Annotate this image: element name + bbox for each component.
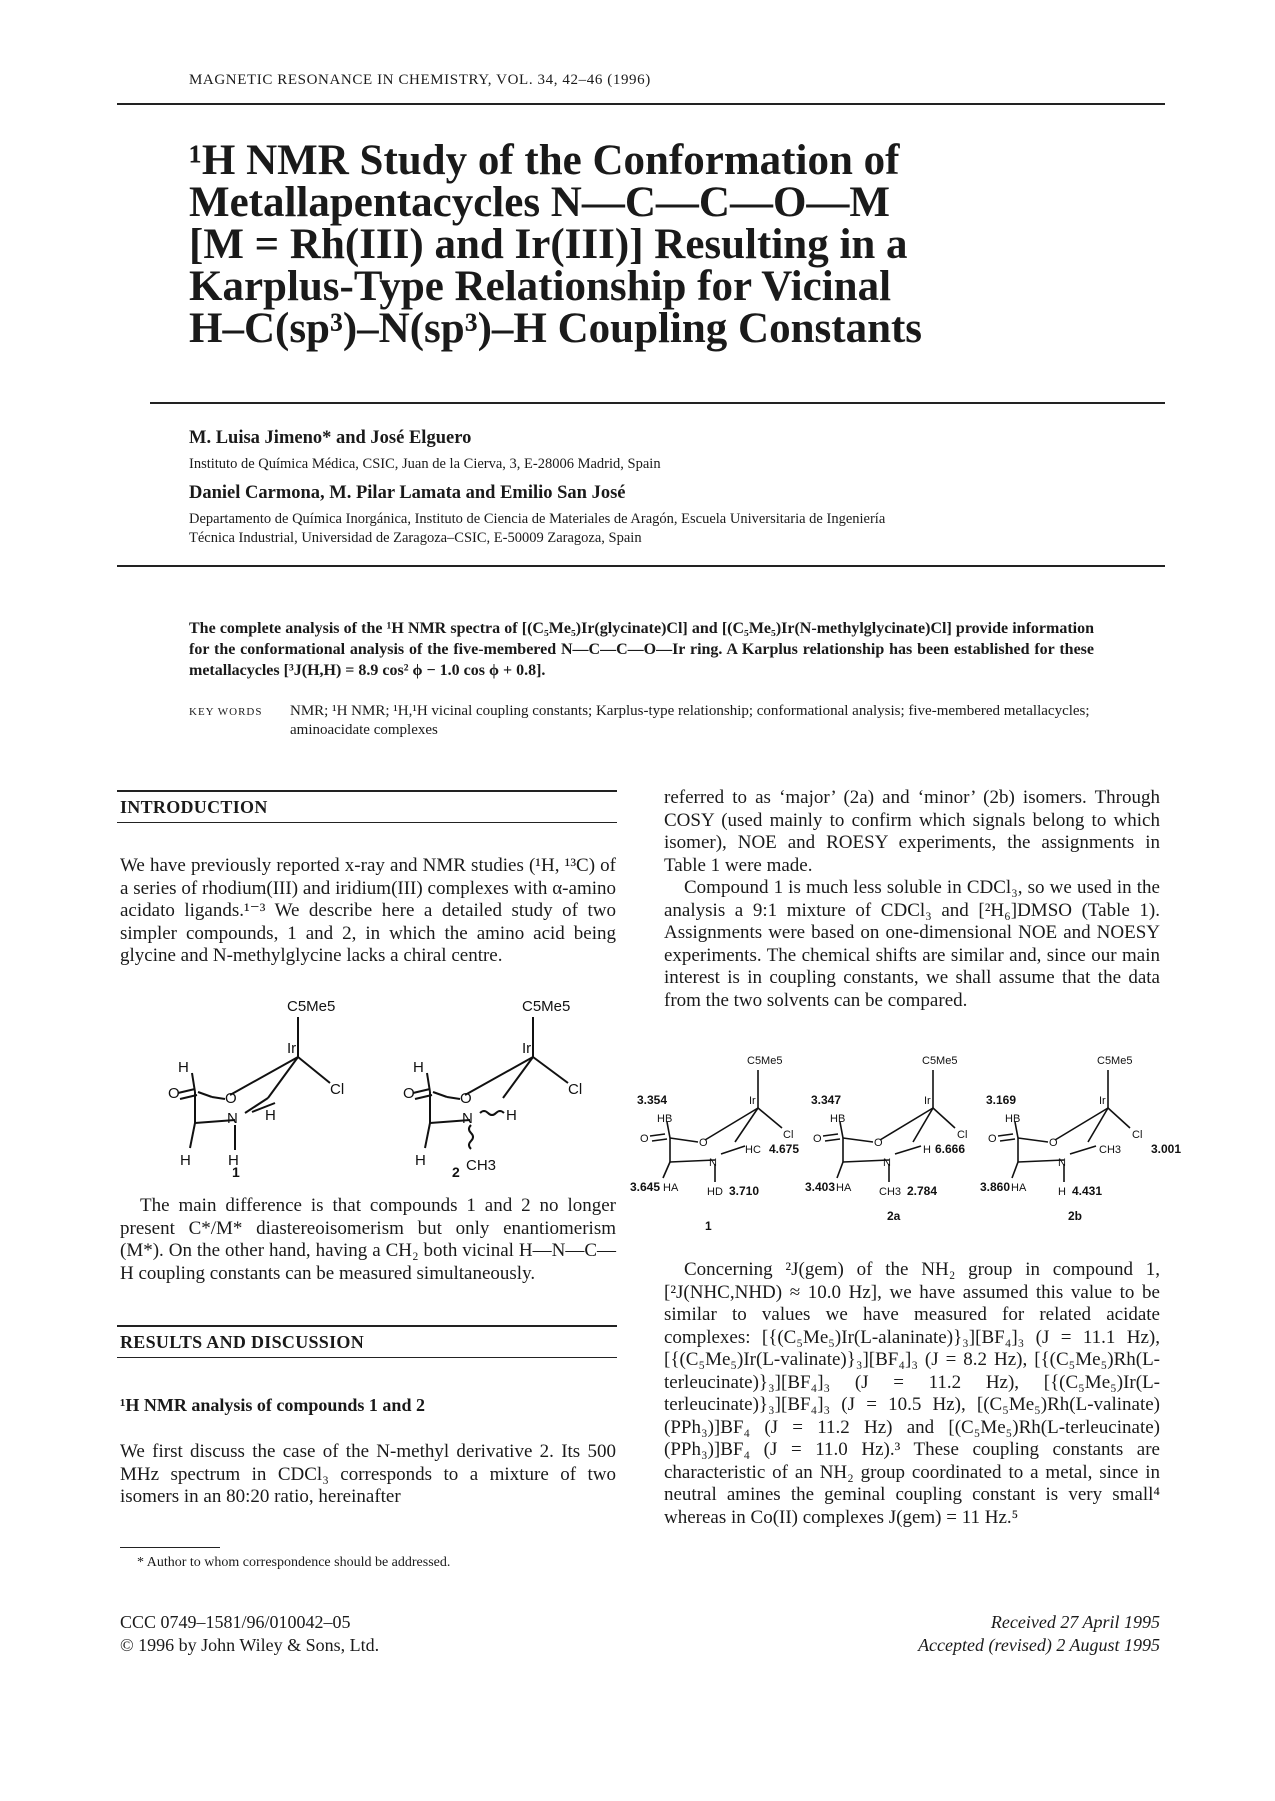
n-label: N bbox=[462, 1110, 473, 1127]
title-line: H–C(sp³)–N(sp³)–H Coupling Constants bbox=[189, 305, 923, 352]
h-label: H bbox=[506, 1107, 517, 1124]
h-label: H bbox=[265, 1107, 276, 1124]
footnote: * Author to whom correspondence should be addressed. bbox=[137, 1555, 451, 1570]
cl-label: Cl bbox=[783, 1129, 794, 1141]
header-rule bbox=[117, 103, 1165, 105]
hb-label: HB bbox=[657, 1113, 673, 1125]
compound-label-2: 2 bbox=[452, 1164, 460, 1180]
h-label: H bbox=[415, 1152, 426, 1169]
ch3-label: CH3 bbox=[1099, 1144, 1122, 1156]
ir-label: Ir bbox=[924, 1095, 931, 1107]
scheme-structures-1-2 bbox=[140, 995, 610, 1180]
n-label: N bbox=[227, 1110, 238, 1127]
accepted-date: Accepted (revised) 2 August 1995 bbox=[918, 1635, 1160, 1655]
compound-label-1: 1 bbox=[705, 1219, 712, 1233]
title-rule bbox=[150, 402, 1165, 404]
shift-hb-2a: 3.347 bbox=[811, 1093, 842, 1107]
subsection-heading: ¹H NMR analysis of compounds 1 and 2 bbox=[120, 1395, 425, 1415]
shift-hd-1: 3.710 bbox=[729, 1184, 760, 1198]
h-label: H bbox=[1058, 1186, 1066, 1198]
shift-hc-1: 4.675 bbox=[769, 1142, 800, 1156]
h-label: H bbox=[228, 1152, 239, 1169]
right-paragraph-2: Compound 1 is much less soluble in CDCl₃, so we used in the analysis a 9:1 mixture of CDCl₃ and [²H₆]DMSO (Table 1). Assignments were based on one-dimensional NOE and NOESY experiments. The chemical shifts are similar and, since our main interest is in coupling constants, we shall assume that the data from the two solvents can be compared. bbox=[664, 877, 1160, 1011]
n-label: N bbox=[1058, 1157, 1066, 1169]
abstract: The complete analysis of the ¹H NMR spectra of [(C₅Me₅)Ir(glycinate)Cl] and [(C₅Me₅)Ir(N-methylglycinate)Cl] provide information for the conformational analysis of the five-membered N—C—C—O—Ir ring. A Karplus relationship has been established for these metallacycles [³J(H,H) = 8.9 cos² ϕ − 1.0 cos ϕ + 0.8]. bbox=[189, 620, 1094, 679]
article-title bbox=[189, 137, 1189, 352]
authors-group-1: M. Luisa Jimeno* and José Elguero bbox=[189, 428, 472, 448]
n-label: N bbox=[709, 1157, 717, 1169]
compound-label-2b: 2b bbox=[1068, 1209, 1083, 1223]
c5me5-label: C5Me5 bbox=[922, 1055, 958, 1067]
o-label: O bbox=[640, 1133, 649, 1145]
shift-nh-2a: 6.666 bbox=[935, 1142, 966, 1156]
c5me5-label: C5Me5 bbox=[522, 998, 571, 1015]
c5me5-label: C5Me5 bbox=[287, 998, 336, 1015]
right-paragraph-3: Concerning ²J(gem) of the NH₂ group in compound 1, [²J(NHC,NHD) ≈ 10.0 Hz], we have assumed this value to be similar to values we have measured for related acidate complexes: [{(C₅Me₅)Ir(L-alaninate)}₃][BF₄]₃ (J = 11.1 Hz), [{(C₅Me₅)Ir(L-valinate)}₃][BF₄]₃ (J = 8.2 Hz), [{(C₅Me₅)Rh(L-terleucinate)}₃][BF₄]₃ (J = 11.2 Hz), [{(C₅Me₅)Ir(L-terleucinate)}₃][BF₄]₃ (J = 10.5 Hz), [(C₅Me₅)Rh(L-valinate)(PPh₃)]BF₄ (J = 11.2 Hz) and [(C₅Me₅)Rh(L-terleucinate)(PPh₃)]BF₄ (J = 11.0 Hz).³ These coupling constants are characteristic of an NH₂ group coordinated to a metal, since in neutral amines the geminal coupling constant is very small⁴ whereas in Co(II) complexes J(gem) = 11 Hz.⁵ bbox=[664, 1259, 1160, 1528]
affiliation-2-line-1: Departamento de Química Inorgánica, Instituto de Ciencia de Materiales de Aragón, Escuela Universitaria de Ingeniería bbox=[189, 511, 886, 527]
right-paragraph-1: referred to as ‘major’ (2a) and ‘minor’ (2b) isomers. Through COSY (used mainly to confirm which signals belong to which isomer), NOE and ROESY experiments, the assignments in Table 1 were made. bbox=[664, 787, 1160, 876]
shift-ch3-2b: 3.001 bbox=[1151, 1142, 1182, 1156]
shift-ha-2a: 3.403 bbox=[805, 1180, 836, 1194]
h-label: H bbox=[923, 1144, 931, 1156]
keywords: NMR; ¹H NMR; ¹H,¹H vicinal coupling constants; Karplus-type relationship; conformational analysis; five-membered metallacycles; aminoacidate complexes bbox=[290, 703, 1090, 738]
title-line: Metallapentacycles N—C—C—O—M bbox=[189, 179, 890, 226]
cl-label: Cl bbox=[957, 1129, 968, 1141]
ch3-label: CH3 bbox=[466, 1157, 497, 1174]
ir-label: Ir bbox=[522, 1040, 532, 1057]
shift-hb-1: 3.354 bbox=[637, 1093, 668, 1107]
affiliation-2-line-2: Técnica Industrial, Universidad de Zaragoza–CSIC, E-50009 Zaragoza, Spain bbox=[189, 530, 642, 546]
shift-ha-2b: 3.860 bbox=[980, 1180, 1011, 1194]
h-label: H bbox=[413, 1059, 424, 1076]
h-label: H bbox=[180, 1152, 191, 1169]
shift-ha-1: 3.645 bbox=[630, 1180, 661, 1194]
h-label: H bbox=[178, 1059, 189, 1076]
ch3-label: CH3 bbox=[879, 1186, 902, 1198]
results-heading: RESULTS AND DISCUSSION bbox=[120, 1332, 365, 1352]
compound-label-1: 1 bbox=[232, 1164, 240, 1180]
title-line: [M = Rh(III) and Ir(III)] Resulting in a bbox=[189, 221, 908, 268]
title-line: Karplus-Type Relationship for Vicinal bbox=[189, 263, 892, 310]
cl-label: Cl bbox=[1132, 1129, 1143, 1141]
o-label: O bbox=[1049, 1137, 1058, 1149]
o-label: O bbox=[168, 1085, 180, 1102]
results-paragraph: We first discuss the case of the N-methyl derivative 2. Its 500 MHz spectrum in CDCl₃ corresponds to a mixture of two isomers in an 80:20 ratio, hereinafter bbox=[120, 1441, 616, 1507]
footnote-rule bbox=[120, 1547, 220, 1548]
keywords-label: KEY WORDS bbox=[189, 706, 263, 718]
intro-paragraph: We have previously reported x-ray and NMR studies (¹H, ¹³C) of a series of rhodium(III) and iridium(III) complexes with α-amino acidato ligands.¹⁻³ We describe here a detailed study of two simpler compounds, 1 and 2, in which the amino acid being glycine and N-methylglycine lacks a chiral centre. bbox=[120, 855, 616, 966]
hb-label: HB bbox=[830, 1113, 846, 1125]
intro-rule-bottom bbox=[117, 822, 617, 823]
ha-label: HA bbox=[836, 1182, 852, 1194]
c5me5-label: C5Me5 bbox=[747, 1055, 783, 1067]
c5me5-label: C5Me5 bbox=[1097, 1055, 1133, 1067]
o-label: O bbox=[403, 1085, 415, 1102]
copyright: © 1996 by John Wiley & Sons, Ltd. bbox=[120, 1635, 380, 1655]
authors-group-2: Daniel Carmona, M. Pilar Lamata and Emilio San José bbox=[189, 483, 626, 503]
ir-label: Ir bbox=[749, 1095, 756, 1107]
running-head: MAGNETIC RESONANCE IN CHEMISTRY, VOL. 34, 42–46 (1996) bbox=[189, 72, 651, 88]
difference-paragraph: The main difference is that compounds 1 and 2 no longer present C*/M* diastereoisomerism but only enantiomerism (M*). On the other hand, having a CH₂ both vicinal H—N—C—H coupling constants can be measured simultaneously. bbox=[120, 1195, 616, 1284]
shift-nh-2b: 4.431 bbox=[1072, 1184, 1103, 1198]
results-rule-top bbox=[117, 1325, 617, 1327]
ir-label: Ir bbox=[1099, 1095, 1106, 1107]
o-label: O bbox=[460, 1090, 472, 1107]
affiliation-1: Instituto de Química Médica, CSIC, Juan de la Cierva, 3, E-28006 Madrid, Spain bbox=[189, 456, 661, 472]
ha-label: HA bbox=[663, 1182, 679, 1194]
results-rule-bottom bbox=[117, 1357, 617, 1358]
hd-label: HD bbox=[707, 1186, 723, 1198]
cl-label: Cl bbox=[568, 1081, 583, 1098]
ha-label: HA bbox=[1011, 1182, 1027, 1194]
o-label: O bbox=[699, 1137, 708, 1149]
o-label: O bbox=[813, 1133, 822, 1145]
title-line: ¹H NMR Study of the Conformation of bbox=[189, 137, 900, 184]
shift-ch3-2a: 2.784 bbox=[907, 1184, 938, 1198]
shift-hb-2b: 3.169 bbox=[986, 1093, 1017, 1107]
ir-label: Ir bbox=[287, 1040, 297, 1057]
intro-heading: INTRODUCTION bbox=[120, 797, 268, 817]
o-label: O bbox=[874, 1137, 883, 1149]
hb-label: HB bbox=[1005, 1113, 1021, 1125]
intro-rule-top bbox=[117, 790, 617, 792]
ccc-code: CCC 0749–1581/96/010042–05 bbox=[120, 1612, 351, 1632]
compound-label-2a: 2a bbox=[887, 1209, 901, 1223]
affiliation-rule bbox=[117, 565, 1165, 567]
received-date: Received 27 April 1995 bbox=[990, 1612, 1160, 1632]
o-label: O bbox=[988, 1133, 997, 1145]
n-label: N bbox=[883, 1157, 891, 1169]
hc-label: HC bbox=[745, 1144, 761, 1156]
cl-label: Cl bbox=[330, 1081, 345, 1098]
o-label: O bbox=[225, 1090, 237, 1107]
scheme-shifts bbox=[625, 1050, 1195, 1250]
